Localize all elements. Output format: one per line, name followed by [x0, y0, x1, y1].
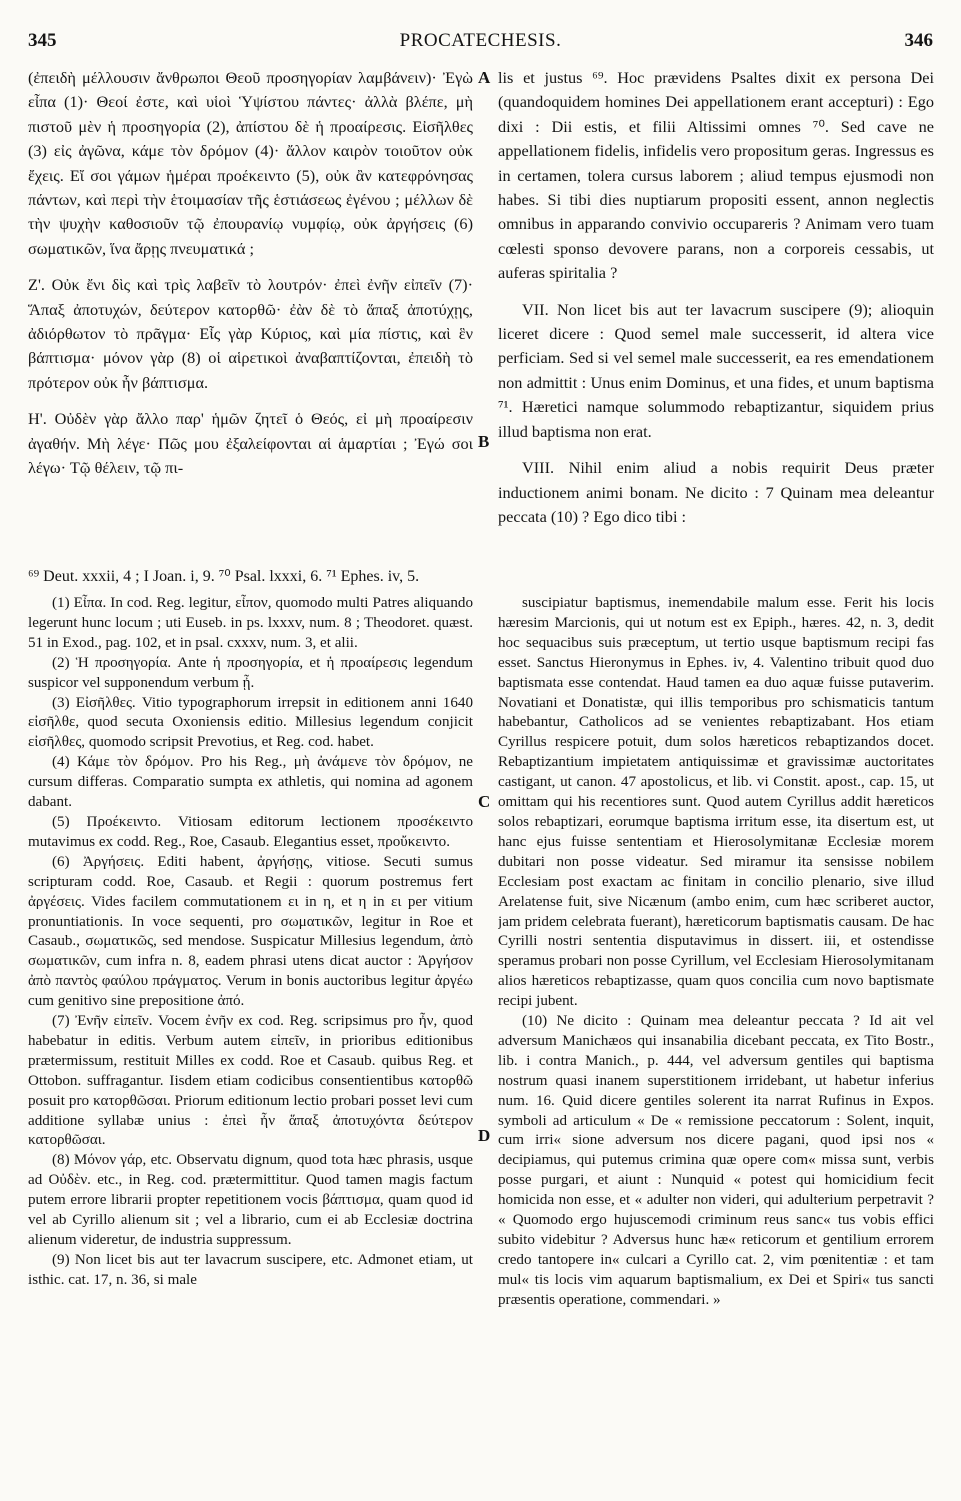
page-number-right: 346	[904, 30, 933, 51]
footnote: (8) Μόνον γάρ, etc. Observatu dignum, quod tota hæc phrasis, usque ad Οὐδὲν. etc., in Reg. cod. prætermittitur. Quod tamen magis factum putem errore librarii propter repetitionem vocis βάπτισμα, quam quod id vel ab Cyrillo alienum sit ; vel a librario, cum ei ab Ecclesiæ doctrina alienum videretur, de industria suppressum.	[28, 1152, 473, 1248]
margin-letter-d: D	[478, 1126, 491, 1145]
greek-text-column	[28, 66, 473, 556]
page-header	[28, 30, 933, 60]
footnote: (9) Non licet bis aut ter lavacrum suscipere, etc. Admonet etiam, ut isthic. cat. 17, n. 36, si male	[28, 1251, 473, 1288]
footnote: (1) Εἶπα. In cod. Reg. legitur, εἶπον, quomodo multi Patres aliquando legerunt hunc locum ; uti Euseb. in ps. lxxxv, num. 8 ; Theodoret. quæst. 51 in Exod., pag. 102, et in psal. cxxxv, num. 3, et alii.	[28, 595, 473, 651]
latin-text-column	[498, 66, 934, 556]
margin-letter-b: B	[478, 432, 490, 451]
margin-letter-a: A	[478, 68, 491, 87]
greek-paragraph-1: (ἐπειδὴ μέλλουσιν ἄνθρωποι Θεοῦ προσηγορίαν λαμβάνειν)· Ἐγὼ εἶπα (1)· Θεοί ἐστε, καὶ υἱοὶ Ὑψίστου πάντες· ἀλλὰ βλέπε, μὴ πιστοῦ μὲν ἡ προσηγορία (2), ἀπίστου δὲ ἡ προαίρεσις. Εἰσῆλθες (3) εἰς ἀγῶνα, κάμε τὸν δρόμον (4)· ἄλλον καιρὸν τοιοῦτον οὐκ ἔχεις. Εἴ σοι γάμων ἡμέραι προέκειντο (5), οὐκ ἂν κατεφρόνησας πάντων, καὶ περὶ τὴν ἑτοιμασίαν τῆς ἑστιάσεως ἐγένου ; μέλλων δὲ τὴν ψυχὴν καθοσιοῦν τῷ ἐπουρανίῳ νυμφίῳ, οὐκ ἀργήσεις (6) σωματικῶν, ἵνα ἄρῃς πνευματικά ;	[28, 68, 473, 258]
latin-paragraph-7: VII. Non licet bis aut ter lavacrum suscipere (9); alioquin liceret dicere : Quod semel male successerit, id altera vice perficiam. Sed si vel semel male successerit, ea res emendationem non admittit : Unus enim Dominus, et una fides, et unum baptisma ⁷¹. Hæretici namque solummodo rebaptizantur, siquidem prius illud baptisma non erat.	[498, 299, 934, 441]
footnote: (4) Κάμε τὸν δρόμον. Pro his Reg., μὴ ἀνάμενε τὸν δρόμον, ne cursum differas. Comparatio sumpta ex athletis, qui nomina ad agonem dabant.	[28, 754, 473, 811]
footnote: (10) Ne dicito : Quinam mea deleantur peccata ? Id ait vel adversum Manichæos qui insanabilia dicebant peccata, ex Tito Bostr., lib. i contra Manich., p. 444, vel adversum gentiles qui baptisma nostrum quasi inanem superstitionem irridebant, ut habetur inferius num. 16. Quid dicere gentiles solerent ita narrat Rufinus in Expos. symboli ad articulum « De « remissione peccatorum : Solent, inquit, cum irri« sione adversum nos dicere pagani, quod ipsi nos « decipiamus, qui putemus crimina quæ opere com« missa sunt, verbis posse purgari, et aiunt : Nunquid « potest qui homicidium fecit homicida non esse, et « adulter non videri, qui adulterium perpetravit ? « Quomodo ergo hujuscemodi criminum reus sanc« tus vobis effici subito videbitur ? Adversus hunc hæ« reticorum et gentilium errorem credo tantopere in« culcari a Cyrillo cat. 2, vim pœnitentiæ : et tam mul« tis locis vim aquarum baptismalium, ex Dei et Spiri« tus sancti præsentis operatione, commendari. »	[498, 1013, 934, 1308]
footnote: (6) Ἀργήσεις. Editi habent, ἀργήσῃς, vitiose. Secuti sumus scripturam codd. Roe, Casaub. et Regii : quorum postremus fert ἀργέσεις. Vides facilem commutationem ει in η, et η in ει per vitium pronuntiationis. In voce sequenti, pro σωματικῶν, legitur in Roe et Casaub., σωματικῶς, sed mendose. Suspicatur Millesius legendum, ἀπὸ σωματικῶν, cum infra n. 8, eadem phrasi utens dicat auctor : Ἀργήσον ἀπὸ παντὸς φαύλου πράγματος. Verum in bonis auctoribus legitur ἀργέω cum genitivo sine prepositione ἀπό.	[28, 853, 473, 1010]
footnote: (2) Ἡ προσηγορία. Ante ἡ προσηγορία, et ἡ προαίρεσις legendum suspicor vel supponendum verbum ᾖ.	[28, 654, 473, 691]
greek-paragraph-8: Η'. Οὐδὲν γὰρ ἄλλο παρ' ἡμῶν ζητεῖ ὁ Θεός, εἰ μὴ προαίρεσιν ἀγαθήν. Μὴ λέγε· Πῶς μου ἐξαλείφονται αἱ ἁμαρτίαι ; Ἐγώ σοι λέγω· Τῷ θέλειν, τῷ πι-	[28, 409, 473, 478]
running-title: PROCATECHESIS.	[399, 30, 562, 51]
footnote: (3) Εἰσῆλθες. Vitio typographorum irrepsit in editionem anni 1640 εἰσῆλθε, quod secuta Oxoniensis editio. Millesius legendum conjicit εἰσῆλθες, quomodo scripsit Prevotius, et Reg. cod. habet.	[28, 694, 473, 751]
latin-paragraph-8: VIII. Nihil enim aliud a nobis requirit Deus præter inductionem animi bonam. Ne dicito : 7 Quinam mea deleantur peccata (10) ? Ego dico tibi :	[498, 458, 934, 526]
page-number-left: 345	[28, 30, 57, 51]
footnotes-right-column	[498, 594, 934, 1489]
margin-letter-c: C	[478, 792, 491, 811]
footnote: (7) Ἐνῆν εἰπεῖν. Vocem ἐνῆν ex cod. Reg. scripsimus pro ἦν, quod habebatur in editis. Verbum autem εἰπεῖν, in prioribus editionibus prætermissum, restituit Milles ex codd. Roe et Casaub. quibus Reg. et Ottobon. suffragantur. Iisdem etiam codicibus consentientibus κατορθῶ posuit pro κατορθῶσαι. Priorum editionum lectio probari posset levi cum additione syllabæ unius : ἐπεὶ ἦν ἅπαξ ἀποτυχόντα δεύτερον κατορθῶσαι.	[28, 1013, 473, 1149]
greek-paragraph-7: Ζ'. Οὐκ ἔνι δὶς καὶ τρὶς λαβεῖν τὸ λουτρόν· ἐπεὶ ἐνῆν εἰπεῖν (7)· Ἅπαξ ἀποτυχών, δεύτερον κατορθῶ· ἐὰν δὲ τὸ ἅπαξ ἀποτύχῃς, ἀδιόρθωτον τὸ πρᾶγμα· Εἷς γὰρ Κύριος, καὶ μία πίστις, καὶ ἓν βάπτισμα· μόνον γὰρ (8) οἱ αἱρετικοὶ ἀναβαπτίζονται, ἐπειδὴ τὸ πρότερον οὐκ ἦν βάπτισμα.	[28, 275, 473, 392]
footnotes-left-column	[28, 594, 473, 1489]
footnote: suscipiatur baptismus, inemendabile malum esse. Ferit his locis hæresim Marcionis, qui ut notum est ex Epiph., hæres. 42, n. 3, dedit hoc sequacibus suis præceptum, ut tertio usque baptismum recipi fas esset. Sanctus Hieronymus in Ephes. iv, 4. Valentino tribuit quod duo baptismata esse contendat. Haud tamen ea duo aquæ fuisse putaverim. Novatiani et Donatistæ, qui illis temporibus pro schismaticis tantum habebantur, Catholicos ad se venientes rebaptizabant. Hos etiam Cyrillus respicere potuit, dum solos hæreticos rebaptizandos docet. Rebaptizantium impietatem antiquissimæ et gravissimæ auctoritates castigant, ut canon. 47 apostolicus, et lib. vi Constit. apost., cap. 15, ut omittam qui his recentiores sunt. Quod autem Cyrillus addit hæreticos solos rebaptizari, eorumque baptisma irritum esse, ita disertum est, ut hanc ejus fuisse sententiam et Hierosolymitanæ Ecclesiæ morem dubitari non posse videatur. Sed miramur ita sensisse nobilem Ecclesiam post exactam ac finitam in concilio plenario, sive illud Arelatense fuit, sive Nicænum (ambo enim, cum hæc scriberet auctor, jam pridem celebrata fuerant), hæreticorum baptismatis causam. De hac Cyrilli nostri sententia disputavimus in dissert. iii, et ostendisse speramus probari non posse Cyrillum, vel Ecclesiam Hierosolymitanam alios hæreticos rebaptizasse, quam quos concilia cum novo baptismate recipi jubent.	[498, 595, 934, 1010]
scripture-references: ⁶⁹ Deut. xxxii, 4 ; I Joan. i, 9. ⁷⁰ Psal. lxxxi, 6. ⁷¹ Ephes. iv, 5.	[28, 568, 420, 585]
latin-paragraph-1: lis et justus ⁶⁹. Hoc prævidens Psaltes dixit ex persona Dei (quandoquidem homines Dei appellationem erant accepturi) : Ego dixi : Dii estis, et filii Altissimi omnes ⁷⁰. Sed cave ne appellationem fidelis, infidelis vero propositum geras. Ingressus es in certamen, tolera cursus laborem ; aliud tempus ejusmodi non habes. Si tibi dies nuptiarum propositi essent, annon neglectis omnibus in apparando convivio occupareris ? Animam vero tuam cœlesti sponso devovere parans, non a corporeis cessabis, ut auferas spiritalia ?	[498, 68, 934, 283]
footnote: (5) Προέκειντο. Vitiosam editorum lectionem προσέκειντο mutavimus ex codd. Reg., Roe, Casaub. Elegantius esset, προὔκειντο.	[28, 813, 473, 850]
